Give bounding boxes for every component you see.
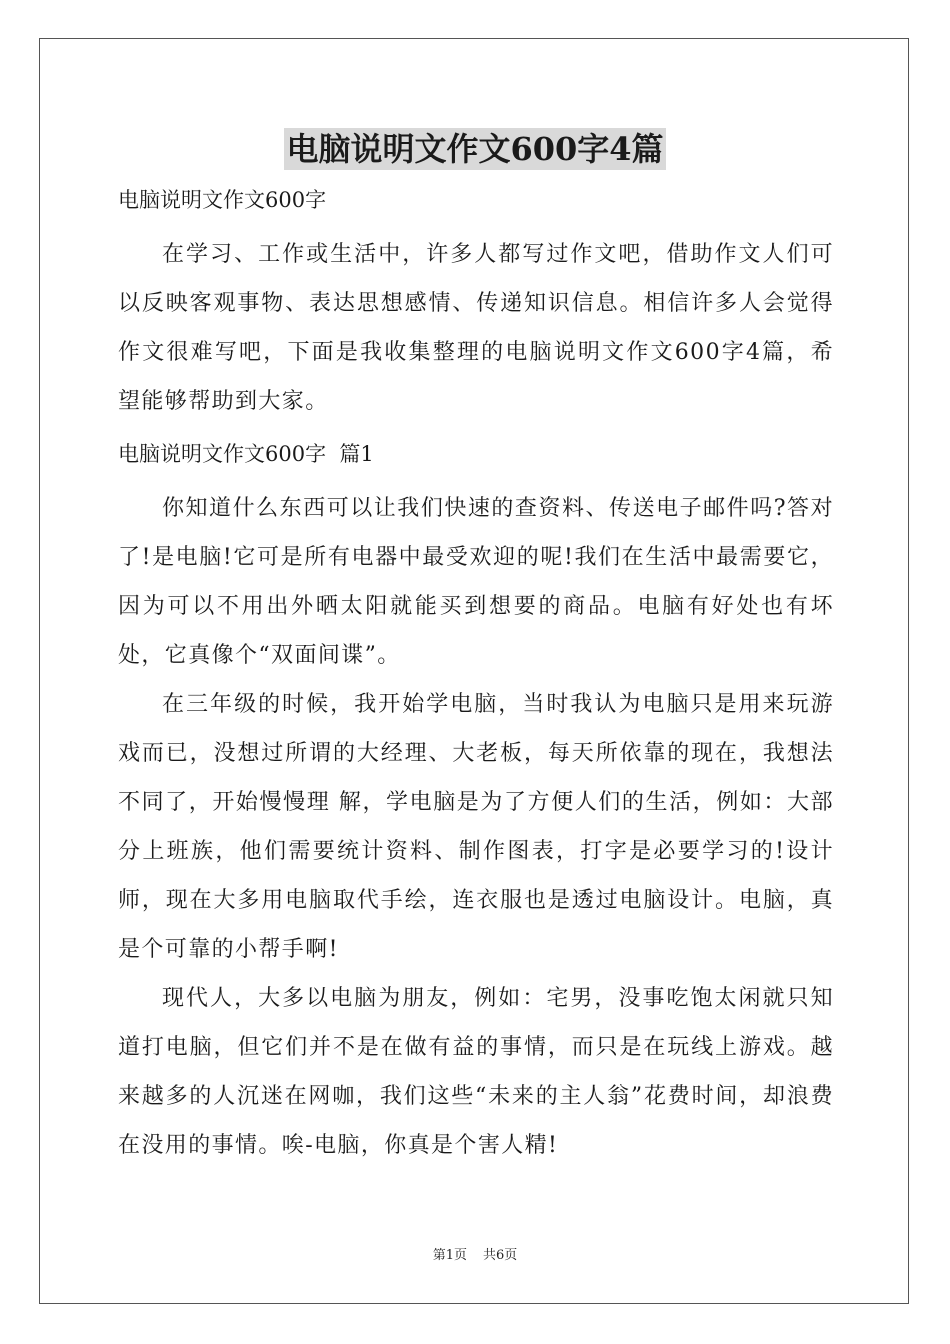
intro-paragraph: 在学习、工作或生活中，许多人都写过作文吧，借助作文人们可以反映客观事物、表达思想感情、传递知识信息。相信许多人会觉得作文很难写吧，下面是我收集整理的电脑说明文作文600字4篇，希望能够帮助到大家。: [118, 242, 834, 414]
title-container: [0, 128, 950, 170]
body-paragraph-2: 在三年级的时候，我开始学电脑，当时我认为电脑只是用来玩游戏而已，没想过所谓的大经理、大老板，每天所依靠的现在，我想法不同了，开始慢慢理 解，学电脑是为了方便人们的生活，例如：大部分上班族，他们需要统计资料、制作图表，打字是必要学习的!设计师，现在大多用电脑取代手绘，连衣服也是透过电脑设计。电脑，真是个可靠的小帮手啊!: [118, 692, 834, 962]
document-title: 电脑说明文作文600字4篇: [286, 130, 664, 168]
body-paragraph-1: 你知道什么东西可以让我们快速的查资料、传送电子邮件吗?答对了!是电脑!它可是所有电器中最受欢迎的呢!我们在生活中最需要它，因为可以不用出外晒太阳就能买到想要的商品。电脑有好处也有坏处，它真像个“双面间谍”。: [118, 496, 834, 668]
body-paragraph-3: 现代人，大多以电脑为朋友，例如：宅男，没事吃饱太闲就只知道打电脑，但它们并不是在做有益的事情，而只是在玩线上游戏。越来越多的人沉迷在网咖，我们这些“未来的主人翁”花费时间，却浪费在没用的事情。唉-电脑，你真是个害人精!: [118, 986, 834, 1158]
document-body: [118, 180, 834, 1170]
page-number: 第1页: [432, 1248, 467, 1263]
spacer: [118, 426, 834, 434]
spacer: [118, 220, 834, 230]
spacer: [118, 474, 834, 484]
document-subtitle: 电脑说明文作文600字: [118, 188, 327, 212]
page-footer: [0, 1247, 950, 1265]
section-heading: 电脑说明文作文600字 篇1: [118, 442, 374, 466]
page-total: 共6页: [483, 1248, 518, 1263]
